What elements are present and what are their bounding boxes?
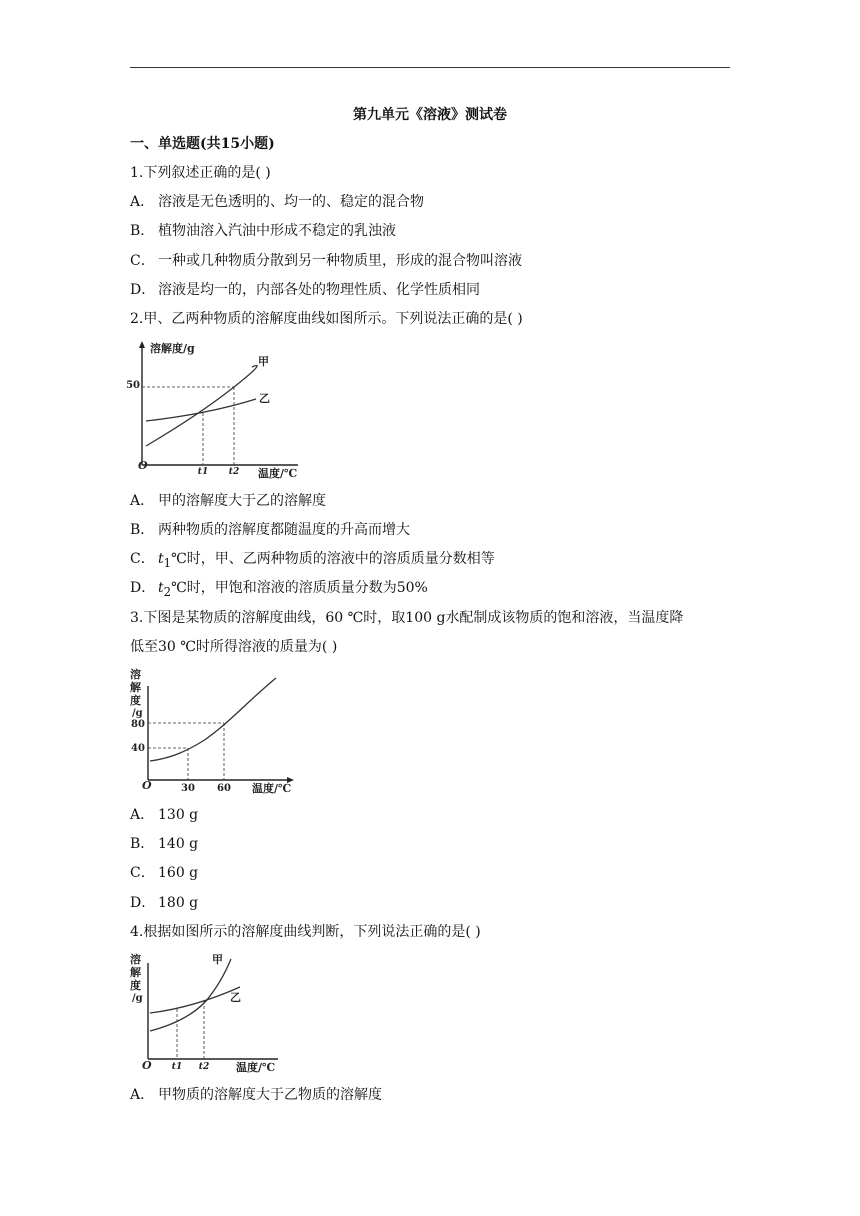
question-2-option-d: D． $t_2℃$时，甲饱和溶液的溶质质量分数为50% — [130, 580, 428, 599]
section-heading: 一、单选题(共15小题) — [130, 136, 275, 152]
question-4-stem: 4.根据如图所示的溶解度曲线判断，下列说法正确的是( ) — [130, 924, 481, 940]
question-1-option-c: C． 一种或几种物质分散到另一种物质里，形成的混合物叫溶液 — [130, 253, 522, 269]
q3-xtick-60: 60 — [217, 783, 231, 794]
question-2-option-a: A． 甲的溶解度大于乙的溶解度 — [130, 493, 326, 509]
question-3-stem-line1: 3.下图是某物质的溶解度曲线，60 ℃时，取100 g水配制成该物质的饱和溶液，当温度降 — [130, 610, 684, 626]
q3-ytick-40: 40 — [131, 743, 145, 754]
question-2-option-b: B． 两种物质的溶解度都随温度的升高而增大 — [130, 522, 410, 538]
q4-origin: O — [142, 1059, 152, 1072]
q4-curve-yi-label: 乙 — [230, 991, 241, 1004]
q4-xlabel: 温度/℃ — [236, 1061, 276, 1074]
q3-ytick-80: 80 — [131, 719, 145, 730]
question-1-option-a: A． 溶液是无色透明的、均一的、稳定的混合物 — [130, 194, 424, 210]
question-4-option-a: A． 甲物质的溶解度大于乙物质的溶解度 — [130, 1087, 382, 1103]
question-3-stem-line2: 低至30 ℃时所得溶液的质量为( ) — [130, 639, 338, 655]
q2-xtick-t2: t2 — [228, 467, 240, 477]
question-3-figure — [128, 666, 298, 796]
question-2-stem: 2.甲、乙两种物质的溶解度曲线如图所示。下列说法正确的是( ) — [130, 311, 523, 327]
q4-ylabel-3: 度 — [130, 979, 141, 992]
question-3-option-a: A． 130 g — [130, 807, 199, 823]
q3-ylabel-1: 溶 — [130, 668, 141, 681]
question-4-figure — [128, 951, 283, 1076]
q2-ytick-50: 50 — [126, 380, 140, 391]
q2-curve-yi-label: 乙 — [259, 392, 270, 405]
page-title: 第九单元《溶液》测试卷 — [353, 107, 507, 123]
q4-xtick-t1: t1 — [171, 1062, 183, 1072]
question-3-option-c: C． 160 g — [130, 865, 199, 881]
q4-ylabel-2: 解 — [130, 966, 141, 979]
q4-ylabel-1: 溶 — [130, 953, 141, 966]
q3-ylabel-3: 度 — [130, 694, 141, 707]
question-3-option-b: B． 140 g — [130, 836, 199, 852]
question-1-stem: 1.下列叙述正确的是( ) — [130, 165, 271, 181]
q3-ylabel-4: /g — [132, 708, 143, 719]
question-1-option-b: B． 植物油溶入汽油中形成不稳定的乳浊液 — [130, 223, 396, 239]
q3-xtick-30: 30 — [181, 783, 195, 794]
q3-xlabel: 温度/℃ — [252, 782, 292, 795]
q4-xtick-t2: t2 — [198, 1062, 210, 1072]
q2-xtick-t1: t1 — [197, 467, 209, 477]
header-rule — [130, 67, 730, 68]
question-1-option-d: D． 溶液是均一的，内部各处的物理性质、化学性质相同 — [130, 282, 480, 298]
q2-origin: O — [138, 459, 148, 472]
q2-curve-jia-label: 甲 — [258, 355, 269, 368]
question-3-option-d: D． 180 g — [130, 895, 199, 911]
q4-ylabel-4: /g — [132, 993, 143, 1004]
question-2-figure — [126, 338, 310, 486]
q2-ylabel: 溶解度/g — [150, 342, 195, 355]
q4-curve-jia-label: 甲 — [212, 953, 223, 966]
q3-ylabel-2: 解 — [130, 681, 141, 694]
q3-origin: O — [142, 779, 152, 792]
q2-xlabel: 温度/℃ — [258, 467, 298, 480]
question-2-option-c: C． $t_1℃$时，甲、乙两种物质的溶液中的溶质质量分数相等 — [130, 551, 495, 570]
